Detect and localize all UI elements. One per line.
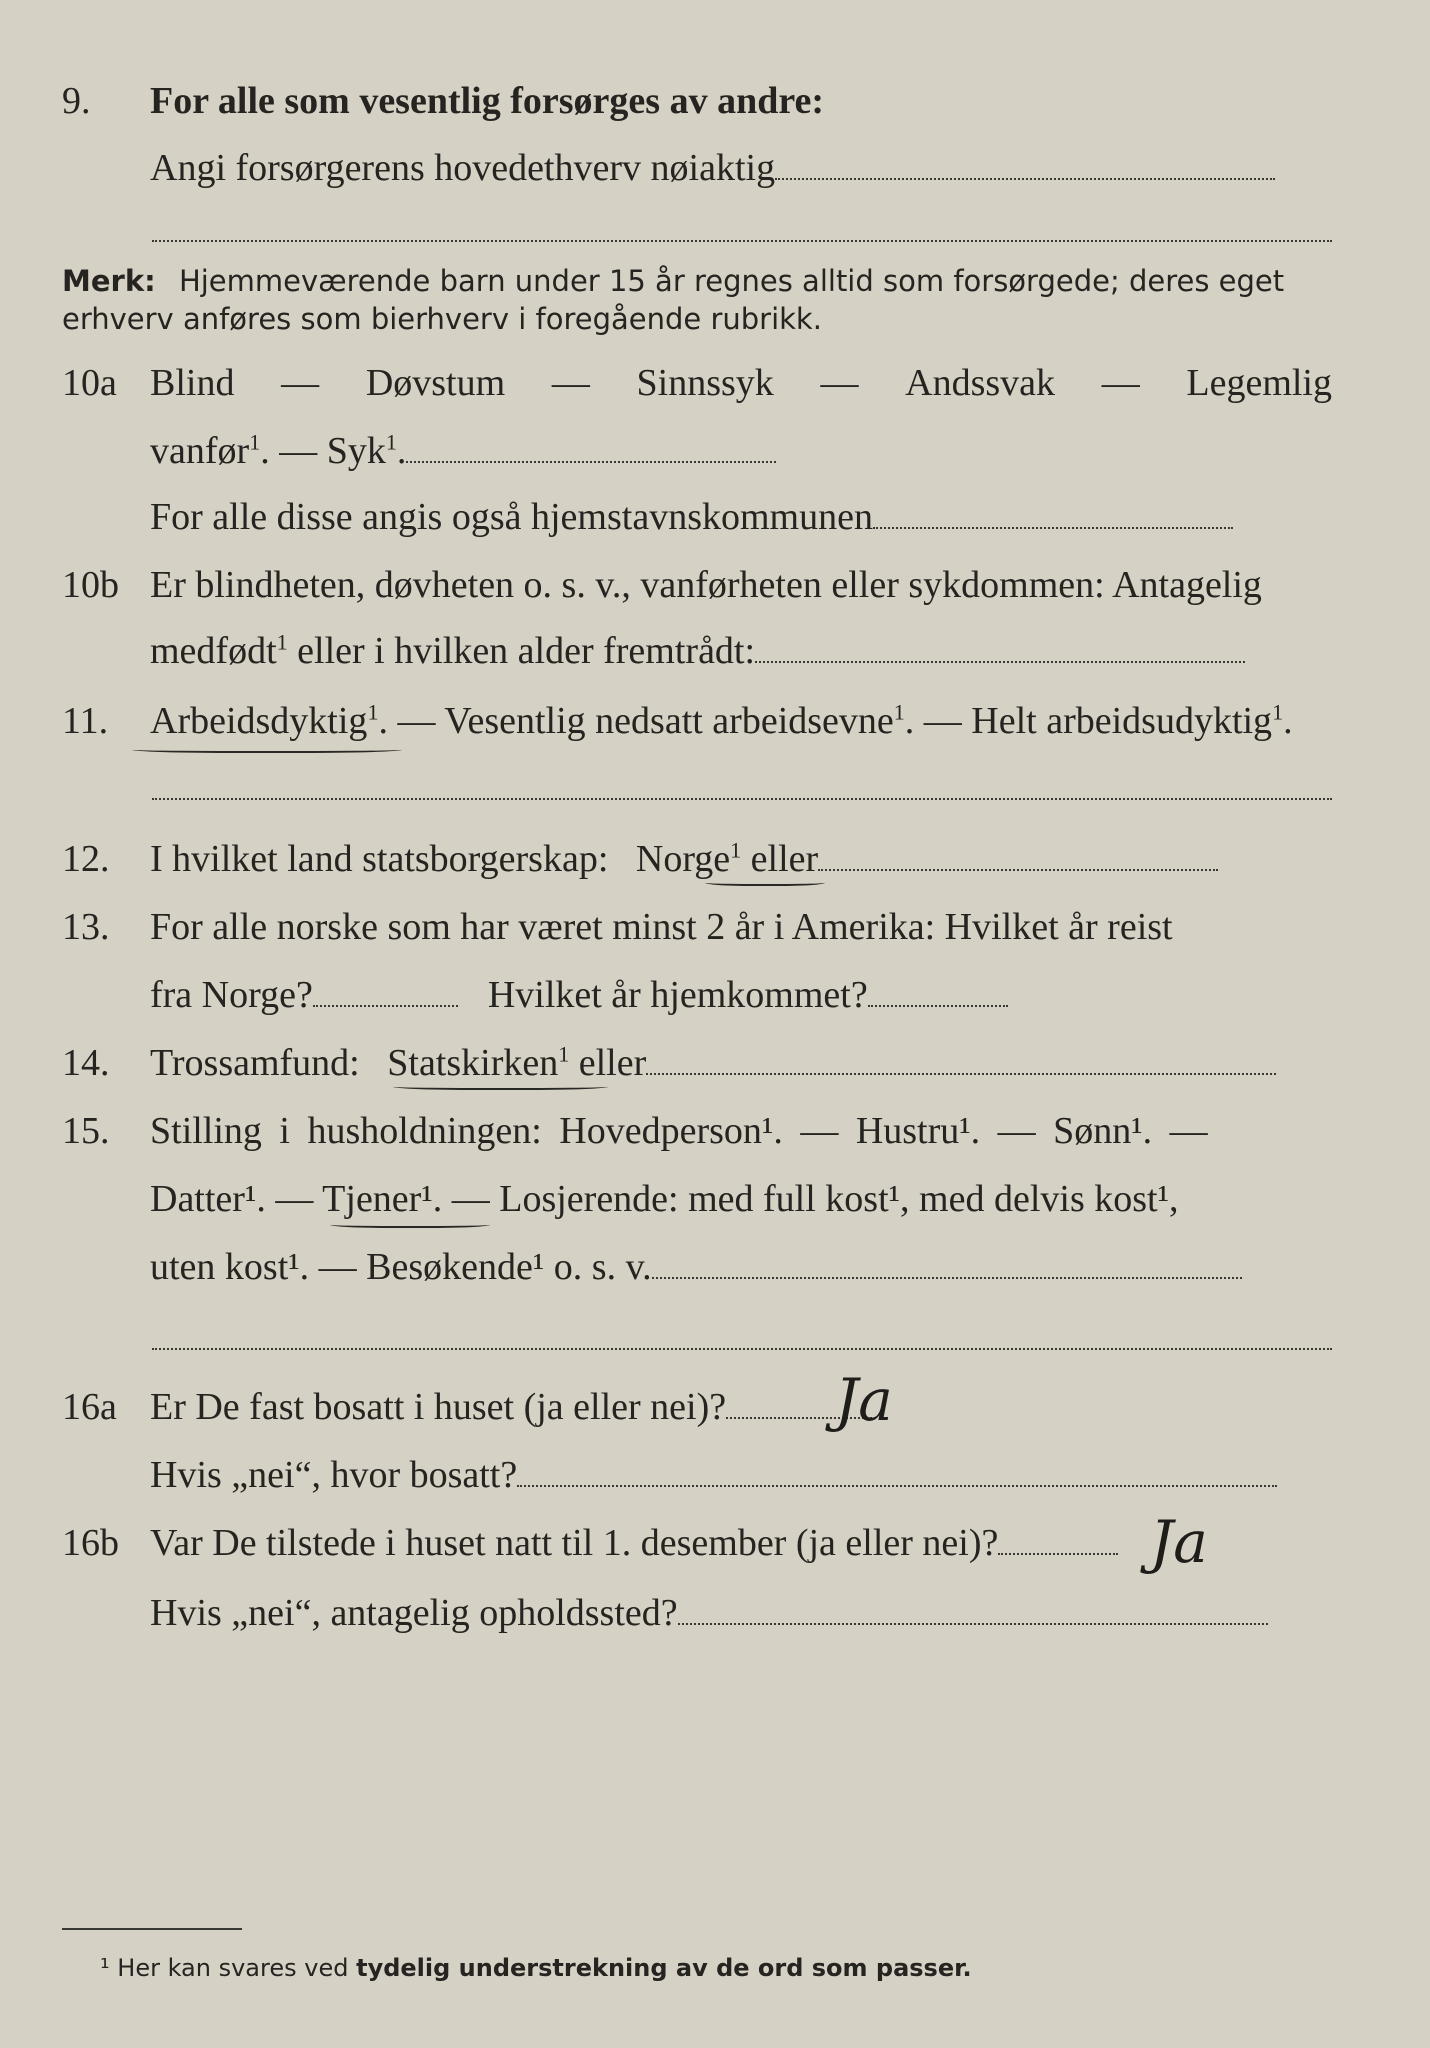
answer-line[interactable] (652, 1277, 1242, 1279)
handwritten-underline (393, 1082, 608, 1090)
answer-line[interactable] (313, 1005, 458, 1007)
question-number: 12. (62, 838, 110, 880)
question-number: 16b (62, 1522, 119, 1564)
answer-line[interactable] (152, 240, 1332, 242)
option-arbeidsdyktig[interactable]: Arbeidsdyktig (150, 700, 368, 742)
census-form-page: 9. For alle som vesentlig forsørges av andre: Angi forsørgerens hovedethverv nøiaktig Merk: Hjemmeværende barn under 15 år regnes alltid som forsørgede; deres eget erhverv anføres som bierhverv i foregående rubrikk. 10a Blind — Døvstum — Sinnssyk — Andssvak — Legemlig vanfør$^1$. — Syk$^1$. For alle disse angis også hjemstavnskommunen 10b Er blindheten, døvheten o. s. v., vanførheten eller sykdommen: Antagelig medfødt$^1$ eller i hvilken alder fremtrådt: 11. Arbeidsdyktig$^1$. — Vesentlig nedsatt arbeidsevne$^1$. — Helt arbeidsudyktig$^1$. 12. I hvilket land statsborgerskap: Norge$^1$ eller 13. For alle norske som har været minst 2 år i Amerika: Hvilket år reist fra Norge? Hvilket år hjemkommet? 14. Trossamfund: Statskirken$^1$ eller 15. Stilling i husholdningen: Hovedperson¹. — Hustru¹. — Sønn¹. — Datter¹. — Tjener¹. — Losjerende: med full kost¹, med delvis kost¹, uten kost¹. — Besøkende¹ o. s. v. 16a Er De fast bosatt i huset (ja eller nei)? Ja Hvis „nei“, hvor bosatt? 16b Var De tilstede i huset natt til 1. desember (ja eller nei)? Ja Hvis „nei“, antagelig opholdssted? ¹ Her kan svares ved tydelig understrekning av de ord som passer. (0, 0, 1430, 2048)
answer-line[interactable] (152, 798, 1332, 800)
handwritten-answer: Ja (1150, 1508, 1208, 1576)
answer-line[interactable] (868, 1005, 1008, 1007)
option-tjener[interactable]: Tjener¹. (322, 1178, 443, 1220)
question-text: For alle norske som har været minst 2 år i Amerika: Hvilket år reist (150, 906, 1173, 948)
footnote: ¹ Her kan svares ved tydelig understrekning av de ord som passer. (100, 1954, 972, 1982)
answer-line[interactable] (775, 178, 1275, 180)
question-number: 10a (62, 362, 117, 404)
question-text: Stilling i husholdningen: Hovedperson¹. — Hustru¹. — Sønn¹. — (150, 1110, 1208, 1152)
question-number: 9. (62, 80, 91, 122)
answer-line[interactable] (818, 869, 1218, 871)
question-text: For alle som vesentlig forsørges av andre: (150, 80, 825, 122)
answer-line[interactable] (646, 1073, 1276, 1075)
handwritten-underline (132, 745, 402, 753)
question-number: 14. (62, 1042, 110, 1084)
answer-line[interactable] (755, 661, 1245, 663)
footnote-divider (62, 1928, 242, 1930)
question-text: Er blindheten, døvheten o. s. v., vanførheten eller sykdommen: Antagelig (150, 564, 1262, 606)
question-number: 13. (62, 906, 110, 948)
answer-line[interactable] (873, 527, 1233, 529)
option-norge[interactable]: Norge (635, 838, 731, 880)
handwritten-underline (330, 1220, 490, 1228)
answer-line[interactable] (406, 461, 776, 463)
option-udyktig[interactable]: — Helt arbeidsudyktig (923, 700, 1273, 742)
question-text: Angi forsørgerens hovedethverv nøiaktig (150, 145, 1275, 191)
answer-line[interactable] (998, 1553, 1118, 1555)
option-statskirken[interactable]: Statskirken (387, 1042, 559, 1084)
note-merk: Merk: Hjemmeværende barn under 15 år regnes alltid som forsørgede; deres eget erhverv anføres som bierhverv i foregående rubrikk. (62, 264, 1285, 336)
question-number: 15. (62, 1110, 110, 1152)
question-text: Blind — Døvstum — Sinnssyk — Andssvak — Legemlig (150, 362, 1332, 404)
handwritten-answer: Ja (835, 1366, 893, 1434)
answer-line[interactable] (152, 1348, 1332, 1350)
question-number: 10b (62, 564, 119, 606)
question-number: 11. (62, 700, 109, 742)
handwritten-underline (705, 878, 825, 886)
question-number: 16a (62, 1386, 117, 1428)
option-nedsatt[interactable]: — Vesentlig nedsatt arbeidsevne (397, 700, 894, 742)
answer-line[interactable] (678, 1623, 1268, 1625)
answer-line[interactable] (517, 1485, 1277, 1487)
